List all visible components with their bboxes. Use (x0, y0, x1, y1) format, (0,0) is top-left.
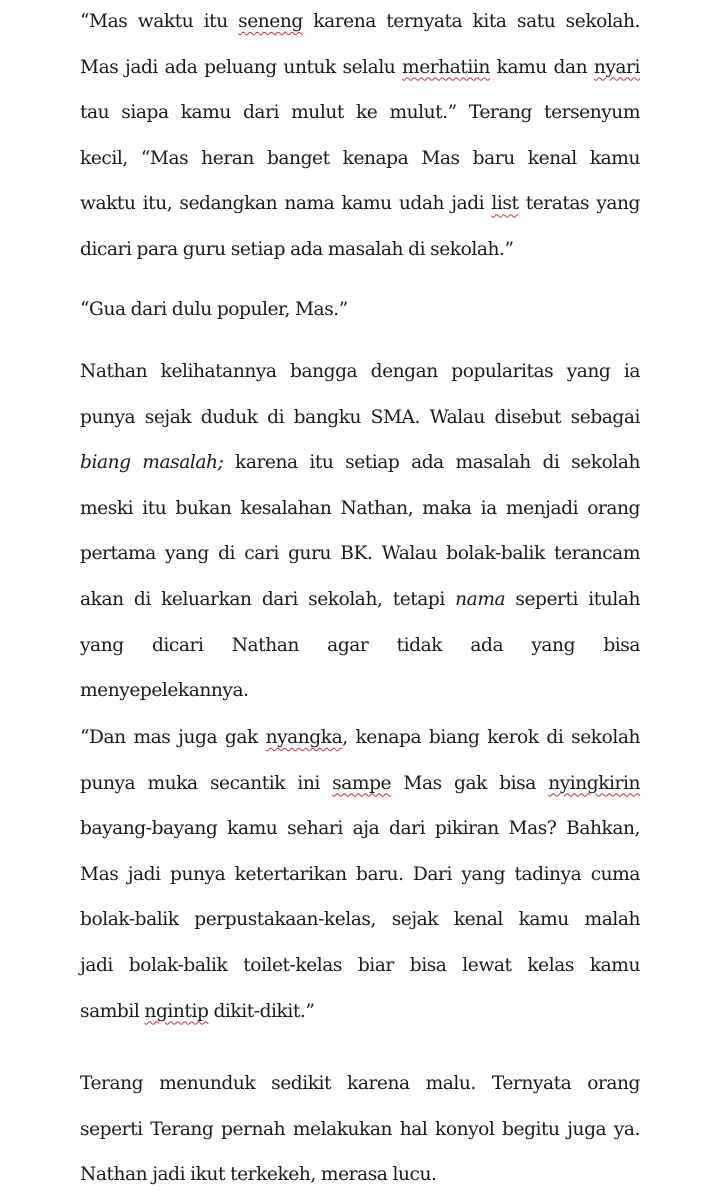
text-line (80, 623, 640, 669)
text-run: akan di keluarkan dari sekolah, tetapi (80, 588, 456, 610)
spellcheck-flagged-word: nyangka (265, 727, 343, 748)
text-line (80, 90, 640, 136)
text-run: “Dan mas juga gak (80, 727, 266, 748)
text-run: , kenapa biang kerok di sekolah (342, 727, 640, 748)
paragraph-3 (80, 349, 640, 714)
text-run: teratas yang (518, 193, 640, 215)
text-run: karena itu setiap ada masalah di sekolah (223, 452, 640, 474)
text-line (80, 181, 640, 227)
italic-text: nama (455, 588, 506, 610)
text-line (80, 943, 640, 989)
text-run: Mas jadi ada peluang untuk selalu (80, 56, 403, 78)
text-line (80, 897, 640, 943)
text-line (80, 1107, 640, 1153)
spellcheck-flagged-word: ngintip (144, 1000, 209, 1022)
text-run: sambil (80, 1000, 145, 1022)
text-line (80, 136, 640, 182)
paragraph-2 (80, 287, 640, 333)
text-line (80, 0, 640, 45)
text-run: “Mas waktu itu (80, 11, 239, 32)
text-run: menyepelekannya. (80, 680, 249, 702)
text-run: “Gua dari dulu populer, Mas.” (80, 299, 348, 320)
text-run: waktu itu, sedangkan nama kamu udah jadi (80, 193, 492, 215)
spellcheck-flagged-word: nyingkirin (548, 772, 641, 794)
text-line (80, 531, 640, 577)
text-run: karena ternyata kita satu sekolah. (302, 11, 640, 32)
text-line (80, 486, 640, 532)
text-line (80, 395, 640, 441)
spellcheck-flagged-word: merhatiin (402, 56, 490, 78)
text-run: pertama yang di cari guru BK. Walau bolak-balik terancam (80, 543, 640, 565)
text-run: jadi bolak-balik toilet-kelas biar bisa lewat kelas kamu (80, 954, 640, 976)
text-run: Terang menunduk sedikit karena malu. Ternyata orang (80, 1073, 640, 1094)
text-line (80, 287, 640, 333)
text-run: tau siapa kamu dari mulut ke mulut.” Terang tersenyum (80, 102, 640, 124)
paragraph-4 (80, 715, 640, 1034)
spellcheck-flagged-word: sampe (332, 772, 392, 794)
spellcheck-flagged-word: list (491, 193, 519, 215)
text-run: Mas gak bisa (391, 772, 549, 794)
text-line (80, 1152, 640, 1198)
text-run: Nathan kelihatannya bangga dengan popularitas yang ia (80, 361, 640, 382)
text-line (80, 45, 640, 91)
text-run: meski itu bukan kesalahan Nathan, maka ia menjadi orang (80, 497, 640, 519)
text-run: punya sejak duduk di bangku SMA. Walau disebut sebagai (80, 406, 640, 428)
text-run: seperti itulah (505, 588, 640, 610)
text-line (80, 668, 640, 714)
paragraph-1 (80, 0, 640, 273)
text-line (80, 989, 640, 1035)
text-line (80, 227, 640, 273)
text-run: seperti Terang pernah melakukan hal konyol begitu juga ya. (80, 1118, 640, 1140)
text-line (80, 349, 640, 395)
italic-text: biang masalah; (80, 452, 224, 474)
text-run: Mas jadi punya ketertarikan baru. Dari yang tadinya cuma (80, 863, 640, 885)
text-line (80, 852, 640, 898)
text-run: bayang-bayang kamu sehari aja dari pikiran Mas? Bahkan, (80, 818, 640, 840)
text-line (80, 577, 640, 623)
text-run: dicari para guru setiap ada masalah di sekolah.” (80, 238, 514, 260)
text-run: kecil, “Mas heran banget kenapa Mas baru kenal kamu (80, 147, 640, 169)
text-run: kamu dan (489, 56, 594, 78)
text-run: dikit-dikit.” (208, 1000, 315, 1022)
text-line (80, 806, 640, 852)
text-line (80, 761, 640, 807)
text-line (80, 715, 640, 761)
paragraph-5 (80, 1061, 640, 1198)
text-run: punya muka secantik ini (80, 772, 333, 794)
text-line (80, 440, 640, 486)
text-run: yang dicari Nathan agar tidak ada yang bisa (80, 634, 640, 656)
text-run: Nathan jadi ikut terkekeh, merasa lucu. (80, 1164, 437, 1186)
text-line (80, 1061, 640, 1107)
spellcheck-flagged-word: nyari (593, 56, 640, 78)
text-run: bolak-balik perpustakaan-kelas, sejak kenal kamu malah (80, 909, 640, 931)
spellcheck-flagged-word: seneng (238, 11, 303, 32)
